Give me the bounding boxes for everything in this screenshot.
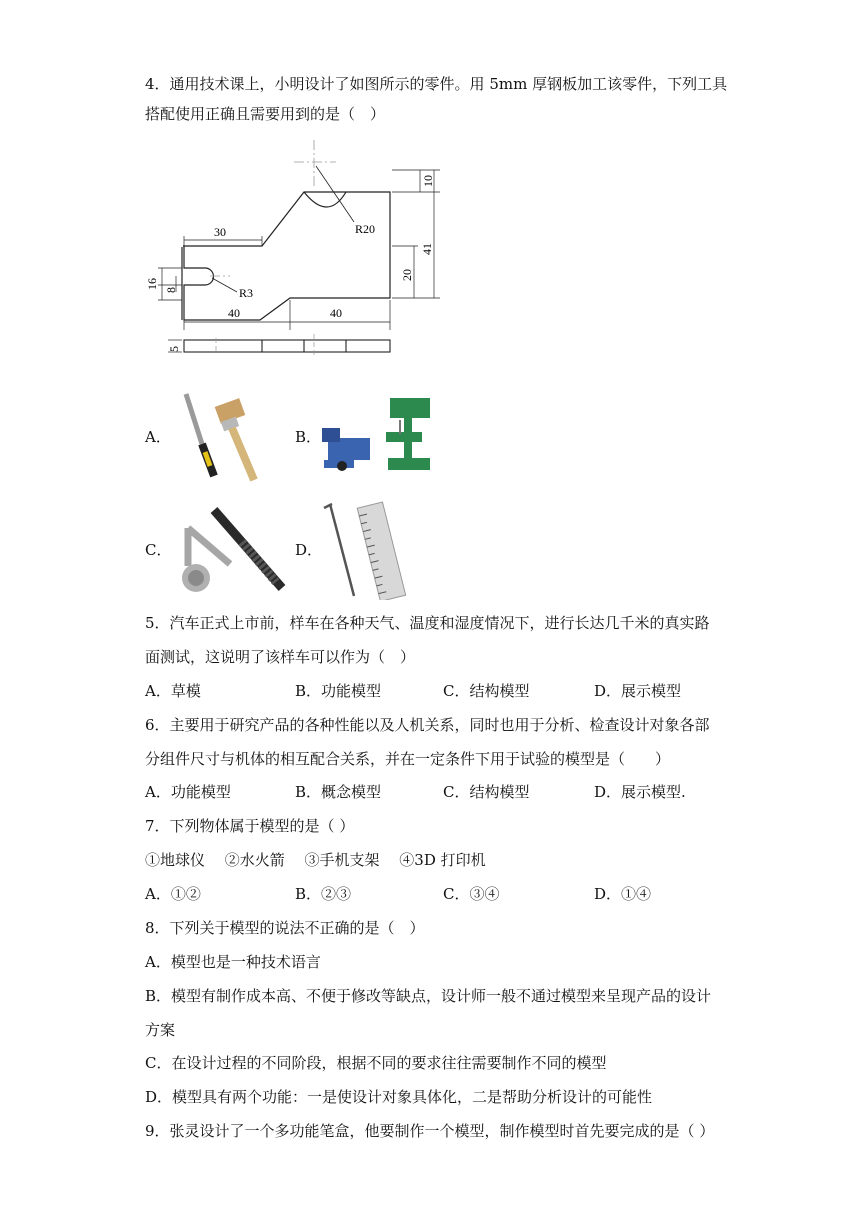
- q5-stem-line1: 5．汽车正式上市前，样车在各种天气、温度和湿度情况下，进行长达几千米的真实路: [145, 614, 710, 632]
- dim-40-right: 40: [330, 306, 342, 320]
- part-drawing: [140, 135, 450, 367]
- q8-option-b-line1: B．模型有制作成本高、不便于修改等缺点，设计师一般不通过模型来呈现产品的设计: [145, 987, 712, 1005]
- q7-stem: 7．下列物体属于模型的是（ ）: [145, 817, 355, 835]
- file-and-brush-icon: [172, 388, 272, 484]
- dim-r3: R3: [239, 286, 254, 300]
- q4-option-c-label: C．: [145, 541, 172, 559]
- q6-option-a: A．功能模型: [145, 783, 231, 801]
- dim-8: 8: [164, 287, 178, 293]
- q5-stem-line2: 面测试，这说明了该样车可以作为（ ）: [145, 648, 416, 666]
- q5-option-a: A．草模: [145, 682, 201, 700]
- dim-20: 20: [400, 269, 414, 281]
- q4-option-d-label: D．: [295, 541, 323, 559]
- dim-r20: R20: [355, 222, 376, 236]
- q7-items: ①地球仪 ②水火箭 ③手机支架 ④3D 打印机: [145, 851, 486, 869]
- q4-stem-line2: 搭配使用正确且需要用到的是（ ）: [145, 105, 386, 123]
- q6-stem-line2: 分组件尺寸与机体的相互配合关系，并在一定条件下用于试验的模型是（ ）: [145, 750, 671, 768]
- dim-41: 41: [420, 243, 434, 255]
- q4-stem-line1: 4．通用技术课上，小明设计了如图所示的零件。用 5mm 厚钢板加工该零件，下列工具: [145, 75, 728, 93]
- dim-5: 5: [167, 346, 181, 352]
- q7-option-d: D．①④: [594, 885, 652, 903]
- q6-option-c: C．结构模型: [443, 783, 530, 801]
- q8-option-b-line2: 方案: [145, 1021, 176, 1039]
- q7-option-c: C．③④: [443, 885, 500, 903]
- q4-option-a-label: A．: [145, 428, 171, 446]
- q8-option-a: A．模型也是一种技术语言: [145, 953, 321, 971]
- dim-30: 30: [214, 225, 226, 239]
- q5-option-b: B．功能模型: [295, 682, 382, 700]
- q5-option-d: D．展示模型: [594, 682, 682, 700]
- bench-vise-and-drill-press-icon: [320, 394, 438, 476]
- dim-16: 16: [145, 278, 159, 290]
- q8-option-c: C．在设计过程的不同阶段，根据不同的要求往往需要制作不同的模型: [145, 1054, 607, 1072]
- q7-option-a: A．①②: [145, 885, 201, 903]
- q8-option-d: D．模型具有两个功能：一是使设计对象具体化，二是帮助分析设计的可能性: [145, 1088, 653, 1106]
- q7-option-b: B．②③: [295, 885, 352, 903]
- q8-stem: 8．下列关于模型的说法不正确的是（ ）: [145, 919, 425, 937]
- dim-40-left: 40: [228, 306, 240, 320]
- q5-option-c: C．结构模型: [443, 682, 530, 700]
- chuck-key-and-tap-icon: [172, 506, 290, 598]
- scriber-and-steel-ruler-icon: [320, 500, 430, 600]
- q9-stem: 9．张灵设计了一个多功能笔盒，他要制作一个模型，制作模型时首先要完成的是（ ）: [145, 1122, 715, 1140]
- dim-10: 10: [421, 175, 435, 187]
- q6-stem-line1: 6．主要用于研究产品的各种性能以及人机关系，同时也用于分析、检查设计对象各部: [145, 716, 710, 734]
- q4-option-b-label: B．: [295, 428, 322, 446]
- q6-option-b: B．概念模型: [295, 783, 382, 801]
- q6-option-d: D．展示模型.: [594, 783, 686, 801]
